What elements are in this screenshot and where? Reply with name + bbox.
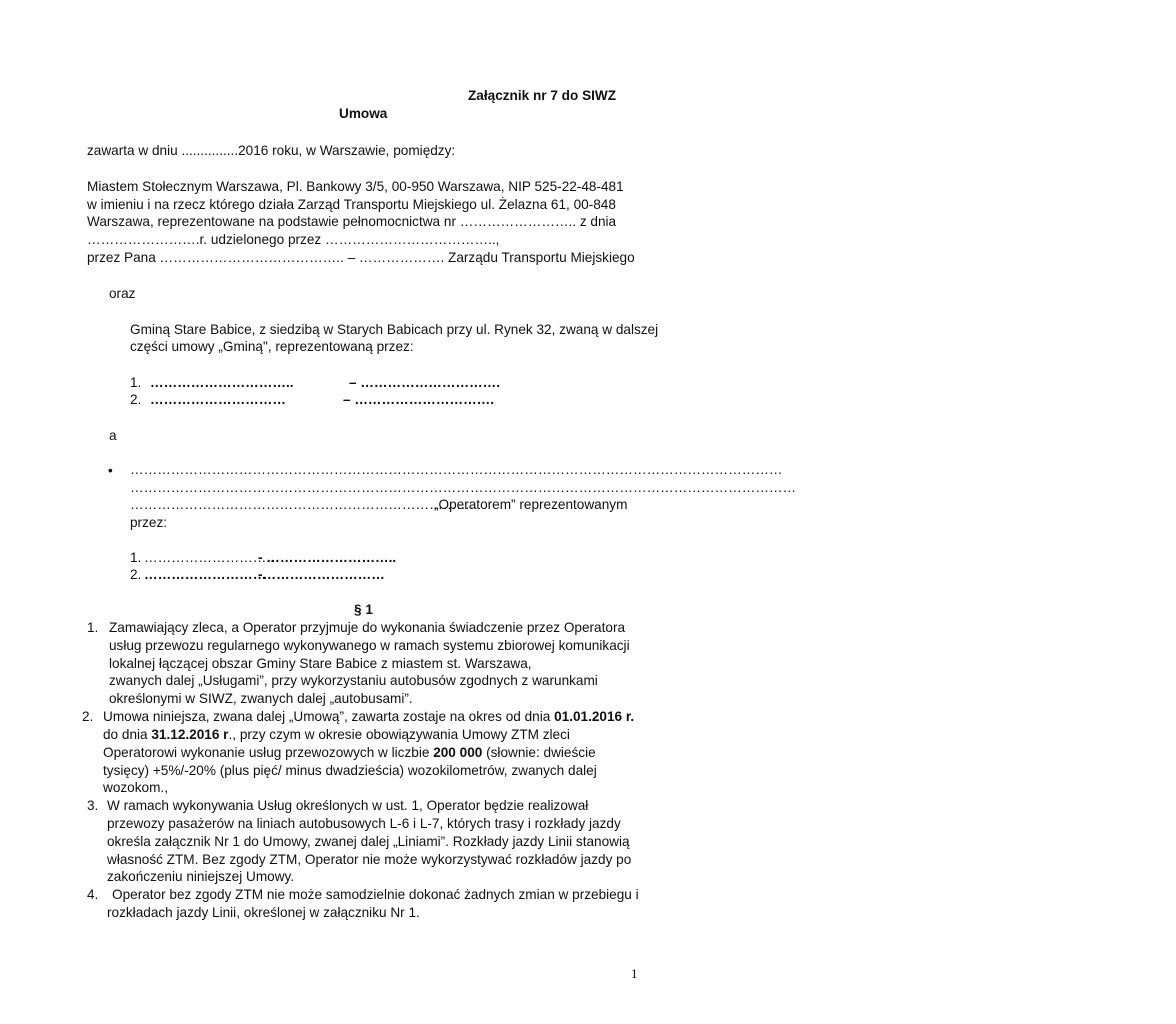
section-title: § 1 [354,602,373,617]
paragraph-number: 2. [82,709,94,724]
paragraph-line: Operator bez zgody ZTM nie może samodzielnie dokonać żadnych zmian w przebiegu i [112,887,639,902]
paragraph-line: tysięcy) +5%/-20% (plus pięć/ minus dwadzieścia) wozokilometrów, zwanych dalej [103,763,597,778]
rep-role: – …………………………. [343,392,495,407]
oraz-label: oraz [109,286,136,301]
operator-rep-role: - ……………………….. [258,550,397,565]
paragraph-line: określonymi w SIWZ, zwanych dalej „autobusami”. [109,691,413,706]
operator-line: ……………………………………………………………………………………………………………………………… [130,462,783,477]
document-title: Umowa [339,106,388,121]
party1-line: Miastem Stołecznym Warszawa, Pl. Bankowy 3/5, 00-950 Warszawa, NIP 525-22-48-481 [87,179,624,194]
operator-line: ………………………………………………………………………………………………………………………………… [130,480,797,495]
paragraph-line: zwanych dalej „Usługami”, przy wykorzystaniu autobusów zgodnych z warunkami [109,673,598,688]
operator-rep-name: ……………………….. [144,550,274,565]
paragraph-line: rozkładach jazdy Linii, określonej w załączniku Nr 1. [107,905,420,920]
end-date: 31.12.2016 r [151,727,229,742]
operator-rep-name: ……………………… [144,567,267,582]
paragraph-line: przewozy pasażerów na liniach autobusowych L-6 i L-7, których trasy i rozkłady jazdy [107,816,621,831]
km-amount: 200 000 [433,745,483,760]
text-segment: Umowa niniejsza, zwana dalej „Umową”, zawarta zostaje na okres od dnia [103,709,555,724]
page-number: 1 [631,966,638,981]
paragraph-line [103,745,639,760]
operator-line: przez: [130,515,168,530]
rep-number: 1. [130,375,142,390]
operator-rep-number: 1. [130,550,142,565]
rep-number: 2. [130,392,142,407]
party2-line: Gminą Stare Babice, z siedzibą w Starych Babicach przy ul. Rynek 32, zwaną w dalszej [130,322,659,337]
paragraph-number: 1. [87,620,99,635]
party1-line: …………………….r. udzielonego przez ……………………………….., [87,232,500,247]
text-segment: do dnia [103,727,152,742]
paragraph-number: 3. [87,798,99,813]
paragraph-number: 4. [87,887,99,902]
start-date: 01.01.2016 r. [554,709,635,724]
paragraph-line [103,709,634,724]
party1-line: w imieniu i na rzecz którego działa Zarząd Transportu Miejskiego ul. Żelazna 61, 00-848 [87,197,616,212]
paragraph-line: określa załącznik Nr 1 do Umowy, zwanej dalej „Liniami”. Rozkłady jazdy Linii stanowią [107,834,630,849]
operator-rep-role: -……………………… [258,567,385,582]
text-segment: Operatorowi wykonanie usług przewozowych w liczbie [103,745,434,760]
paragraph-line: Zamawiający zleca, a Operator przyjmuje do wykonania świadczenie przez Operatora [109,620,626,635]
bullet-icon: • [108,463,113,478]
paragraph-line: wozokom., [103,780,168,795]
text-segment: ., przy czym w okresie obowiązywania Umowy ZTM zleci [228,727,570,742]
operator-rep-number: 2. [130,567,142,582]
rep-name: ………………………….. [150,375,294,390]
paragraph-line: W ramach wykonywania Usług określonych w ust. 1, Operator będzie realizował [107,798,589,813]
a-label: a [109,428,117,443]
party1-line: przez Pana ………………………………….. – ………………. Zarządu Transportu Miejskiego [87,250,635,265]
party1-line: Warszawa, reprezentowane na podstawie pełnomocnictwa nr …………………….. z dnia [87,214,617,229]
paragraph-line: własność ZTM. Bez zgody ZTM, Operator nie może wykorzystywać rozkładów jazdy po [107,852,632,867]
paragraph-line [103,727,639,742]
attachment-label: Załącznik nr 7 do SIWZ [468,88,617,103]
operator-line: ………………………………………………………………….. [130,497,478,512]
intro-line: zawarta w dniu ...............2016 roku, w Warszawie, pomiędzy: [87,143,456,158]
paragraph-line: zakończeniu niniejszej Umowy. [107,869,295,884]
paragraph-line: lokalnej łączącej obszar Gminy Stare Babice z miastem st. Warszawa, [109,656,532,671]
paragraph-line: usług przewozu regularnego wykonywanego w ramach systemu zbiorowej komunikacji [109,638,630,653]
text-segment: (słownie: dwieście [486,745,596,760]
operator-line: „Operatorem” reprezentowanym [434,497,628,512]
rep-name: ………………………… [150,392,286,407]
rep-role: – …………………………. [349,375,501,390]
party2-line: części umowy „Gminą", reprezentowaną przez: [130,339,414,354]
